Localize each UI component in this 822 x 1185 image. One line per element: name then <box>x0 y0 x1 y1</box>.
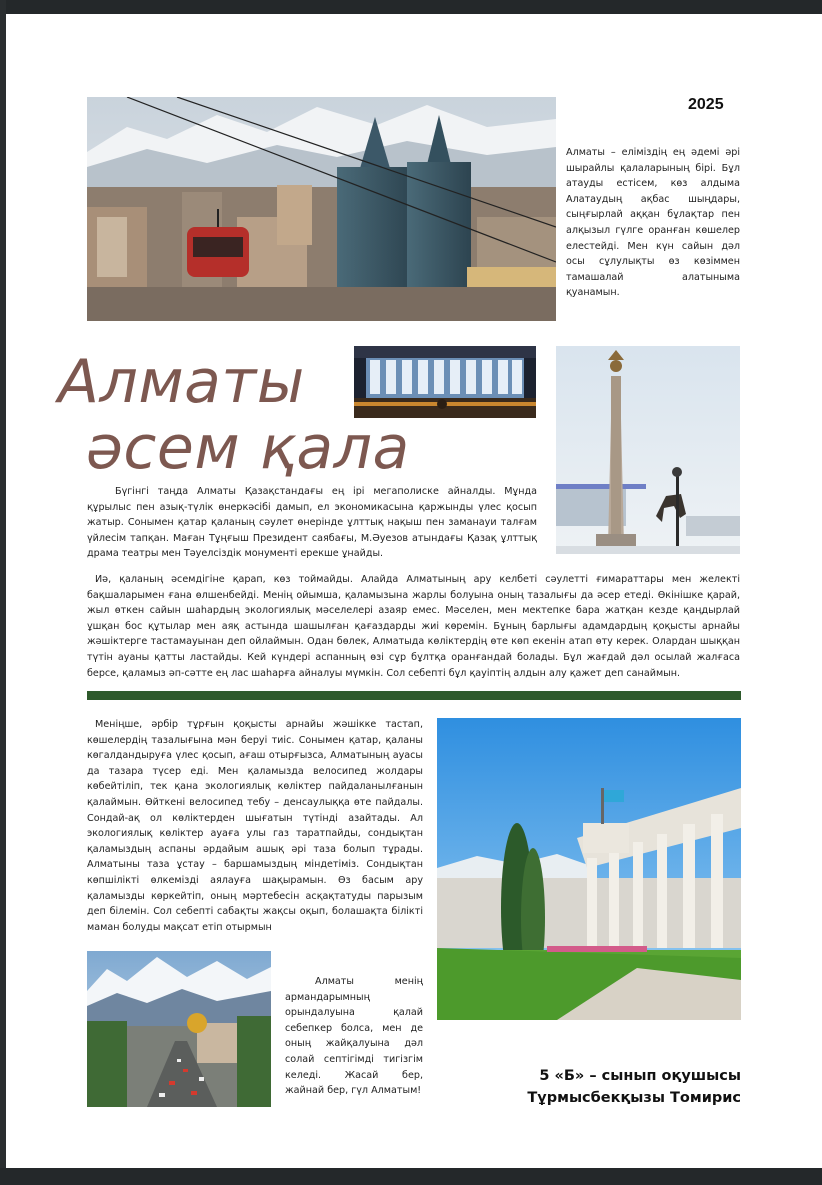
paragraph-5: Алматы менің армандарымның орындалуына қалай себепкер болса, мен де оның жайқалуына дәл солай септігімді тигізгім келеді. Жасай бер, жайнай бер, гүл Алматым! <box>285 976 423 1097</box>
drama-theatre-photo <box>354 346 536 418</box>
year-label: 2025 <box>688 96 724 113</box>
independence-monument-photo <box>556 346 740 554</box>
city-gondola-photo <box>87 97 556 321</box>
intro-paragraph: Алматы – еліміздің ең әдемі әрі шырайлы қалаларының бірі. Бұл атауды естісем, көз алдыма Алатаудың ақбас шыңдары, сыңғырлай аққан бұлақтар пен алқызыл гүлге оранған көшелер елестейді. Мен күн сайын дәл осы сұлулықты өз көзіммен тамашалай алатыныма қуанамын. <box>566 147 740 299</box>
viewer-top-bar <box>0 0 822 14</box>
viewer-bottom-bar <box>0 1168 822 1185</box>
section-divider <box>87 691 741 700</box>
park-gate-photo <box>437 718 741 1020</box>
title-line-1: Алматы <box>58 347 305 417</box>
paragraph-2: Бүгінгі таңда Алматы Қазақстандағы ең ірі мегаполиске айналды. Мұнда құрылыс пен азық-түлік өнеркәсібі дамып, ел экономикасына қаржынды үлес қосып жатыр. Сонымен қатар қаланың сәулет өнерінде ұлттық нақыш пен заманауи талғам үйлесім тапқан. Маған Тұңғыш Президент саябағы, М.Әуезов атындағы Қазақ ұлттық драма театры мен Тәуелсіздік монументі ерекше ұнайды. <box>87 486 537 560</box>
mountain-street-photo <box>87 951 271 1107</box>
author-name-line: Тұрмысбекқызы Томирис <box>527 1090 741 1106</box>
author-class-line: 5 «Б» – сынып оқушысы <box>539 1068 741 1084</box>
title-line-2: әсем қала <box>86 413 410 483</box>
paragraph-4: Меніңше, әрбір тұрғын қоқысты арнайы жәшікке тастап, көшелердің тазалығына мән беруі тиіс. Сонымен қатар, қаланы көгалдандыруға үлес қосып, ағаш отырғызса, Алматының ауасы да тазара түсер еді. Мен қаламызда велосипед жолдары көбейтіліп, тек қана экологиялық көліктер пайдаланылғанын қалаймын. Өйткені велосипед тебу – денсаулыққа өте пайдалы. Сондай-ақ ол көліктерден шығатын түтінді азайтады. Ал экологиялық көліктер ауаға улы газ таратпайды, сондықтан қаламыздың аспаны әрдайым ашық әрі таза болып тұрады. Алматыны таза ұстау – баршамыздың міндетіміз. Сондықтан көпшілікті өлкемізді аялауға шақырамын. Өз басым ару қаламызды көркейтіп, оның мәртебесін асқақтатуды парызым деп білемін. Сол себепті сабақты жақсы оқып, болашақта білікті маман болуды мақсат етіп отырмын <box>87 719 423 933</box>
paragraph-3: Иә, қаланың әсемдігіне қарап, көз тоймайды. Алайда Алматының ару келбеті сәулетті ғимараттары мен желекті бақшаларымен ғана өлшенбейді. Менің ойымша, қаламызына жарлы болуына оның тазалығы да әсер етеді. Өкінішке қарай, жыл өткен сайын шаһардың экологиялық мәселелері азаяр емес. Мәселен, мен мектепке бара жатқан кезде қаңдырлай ұшқан бос құтылар мен аяқ астында шашылған қағаздарды жиі көремін. Бұның барлығы адамдардың қоқысты арнайы жәшіктерге тастамауынан деп ойлаймын. Одан бөлек, Алматыда көліктердің өте көп екенін атап өту керек. Олардан шыққан түтін ауаны қатты ластайды. Кей күндері аспанның өзі сұр бұлтқа оранғандай болады. Бұл жағдай дәл осылай жалғаса берсе, қаламыз әп-сәтте ең лас шаһарға айналуы мүмкін. Сол себепті бұл қауіптің алдын алу қажет деп санаймын. <box>87 574 740 679</box>
